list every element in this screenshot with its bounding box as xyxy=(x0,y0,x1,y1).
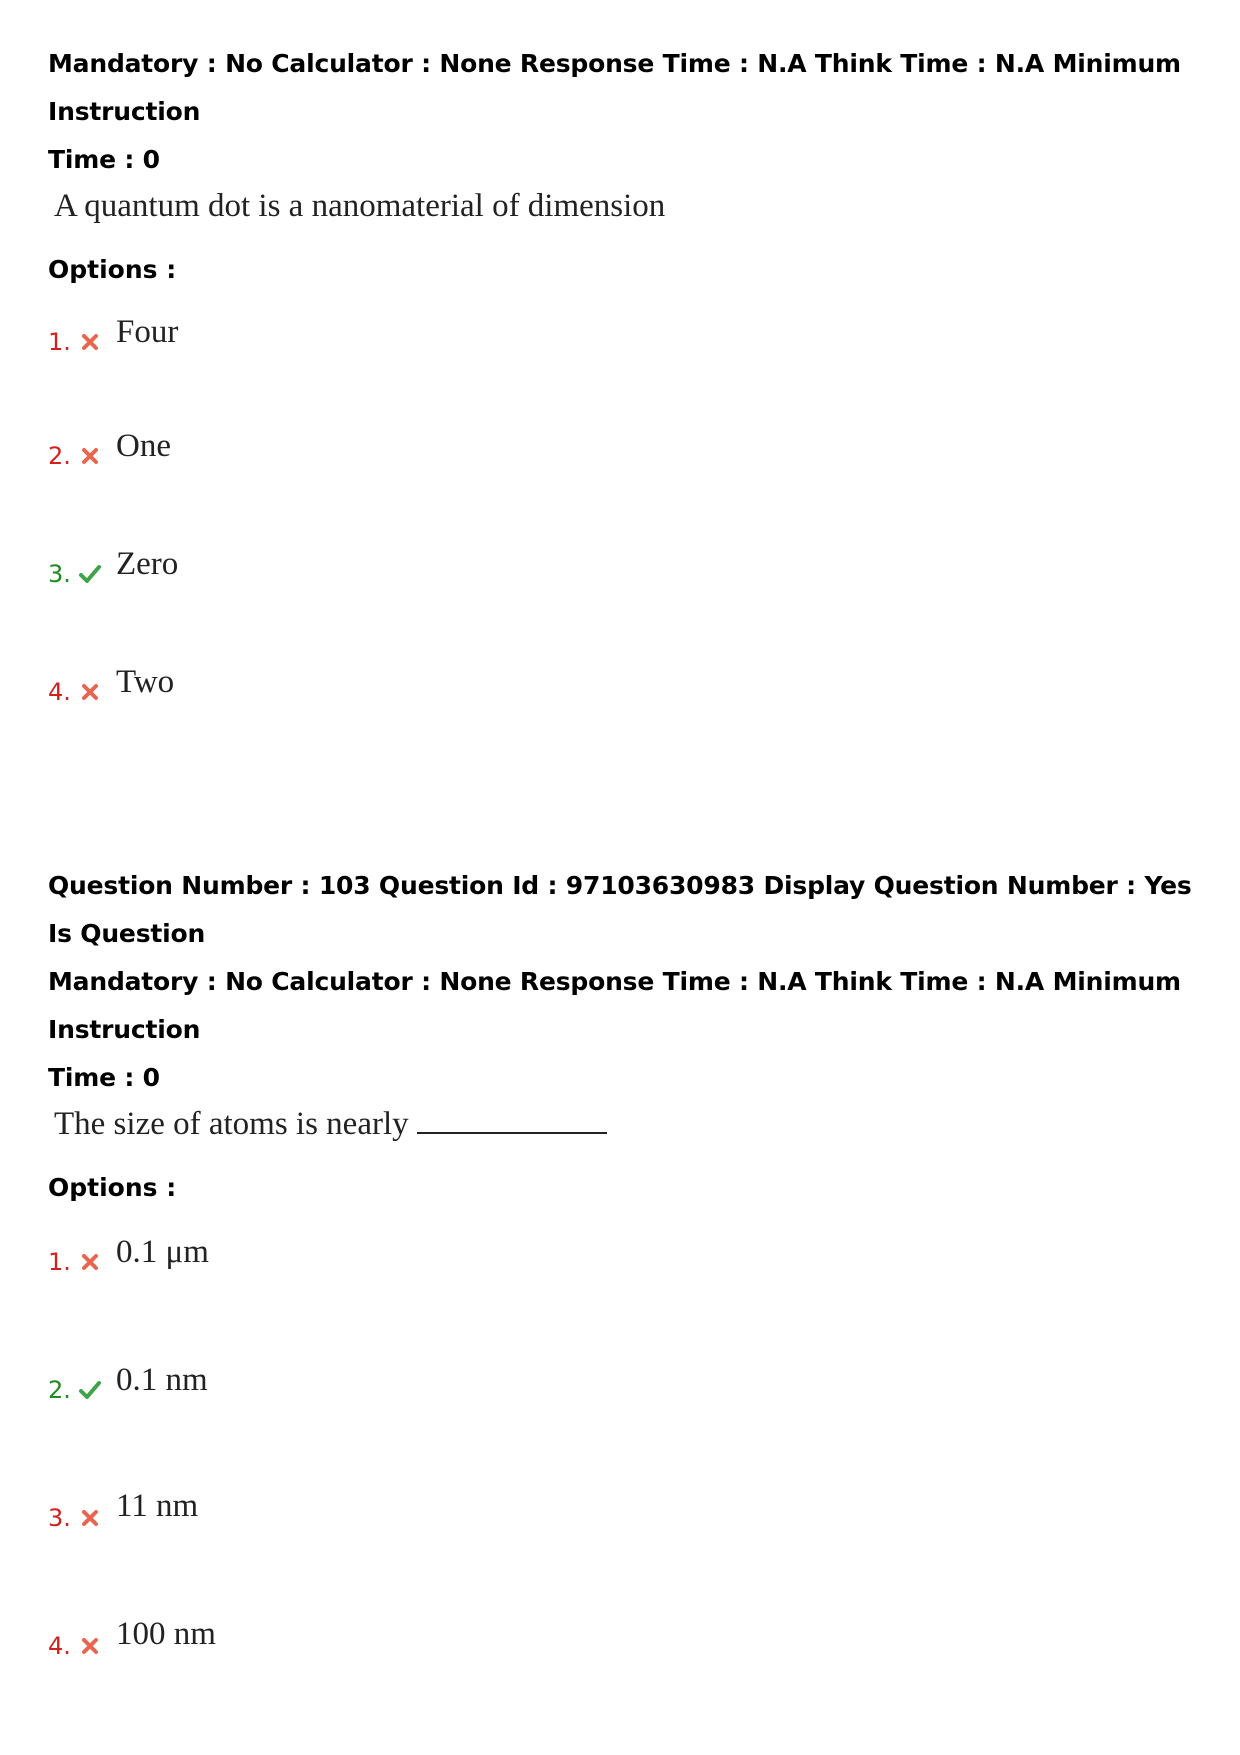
option-number: 1. xyxy=(48,328,71,356)
option-number: 4. xyxy=(48,678,71,706)
option-text: One xyxy=(116,428,171,464)
cross-icon xyxy=(78,680,102,704)
cross-icon xyxy=(78,1506,102,1530)
question-meta-line: Question Number : 103 Question Id : 97103630983 Display Question Number : Yes Is Question xyxy=(48,871,1192,948)
option-number: 2. xyxy=(48,442,71,470)
option-item xyxy=(48,1468,1208,1596)
cross-icon xyxy=(78,1634,102,1658)
question-meta-line: Time : 0 xyxy=(48,1063,160,1092)
question-page xyxy=(48,40,1208,1724)
option-text: Two xyxy=(116,664,175,700)
option-number: 3. xyxy=(48,1504,71,1532)
options-label: Options : xyxy=(48,1173,177,1202)
question-meta-line: Mandatory : No Calculator : None Response Time : N.A Think Time : N.A Minimum Instruction xyxy=(48,49,1181,126)
question-text xyxy=(54,1102,1208,1146)
cross-icon xyxy=(78,330,102,354)
option-item xyxy=(48,294,1208,412)
option-item xyxy=(48,412,1208,530)
check-icon xyxy=(78,1378,102,1402)
option-item xyxy=(48,1212,1208,1340)
option-text: 0.1 μm xyxy=(116,1234,209,1270)
option-number: 2. xyxy=(48,1376,71,1404)
question-block-1 xyxy=(48,40,1208,766)
question-meta-line: Mandatory : No Calculator : None Response Time : N.A Think Time : N.A Minimum Instruction xyxy=(48,967,1181,1044)
option-text: Zero xyxy=(116,546,179,582)
options-label: Options : xyxy=(48,255,177,284)
option-number: 1. xyxy=(48,1248,71,1276)
check-icon xyxy=(78,562,102,586)
question-text-content: The size of atoms is nearly xyxy=(54,1106,409,1142)
question-text: A quantum dot is a nanomaterial of dimension xyxy=(54,188,666,224)
option-text: Four xyxy=(116,314,179,350)
option-text: 100 nm xyxy=(116,1616,216,1652)
option-item xyxy=(48,530,1208,648)
option-item xyxy=(48,1340,1208,1468)
option-text: 11 nm xyxy=(116,1488,199,1524)
answer-blank xyxy=(417,1106,607,1134)
option-item xyxy=(48,1596,1208,1724)
option-number: 4. xyxy=(48,1632,71,1660)
cross-icon xyxy=(78,1250,102,1274)
cross-icon xyxy=(78,444,102,468)
question-block-2 xyxy=(48,862,1208,1724)
spacer xyxy=(48,766,1208,862)
option-text: 0.1 nm xyxy=(116,1362,208,1398)
question-meta-line: Time : 0 xyxy=(48,145,160,174)
option-item xyxy=(48,648,1208,766)
option-number: 3. xyxy=(48,560,71,588)
